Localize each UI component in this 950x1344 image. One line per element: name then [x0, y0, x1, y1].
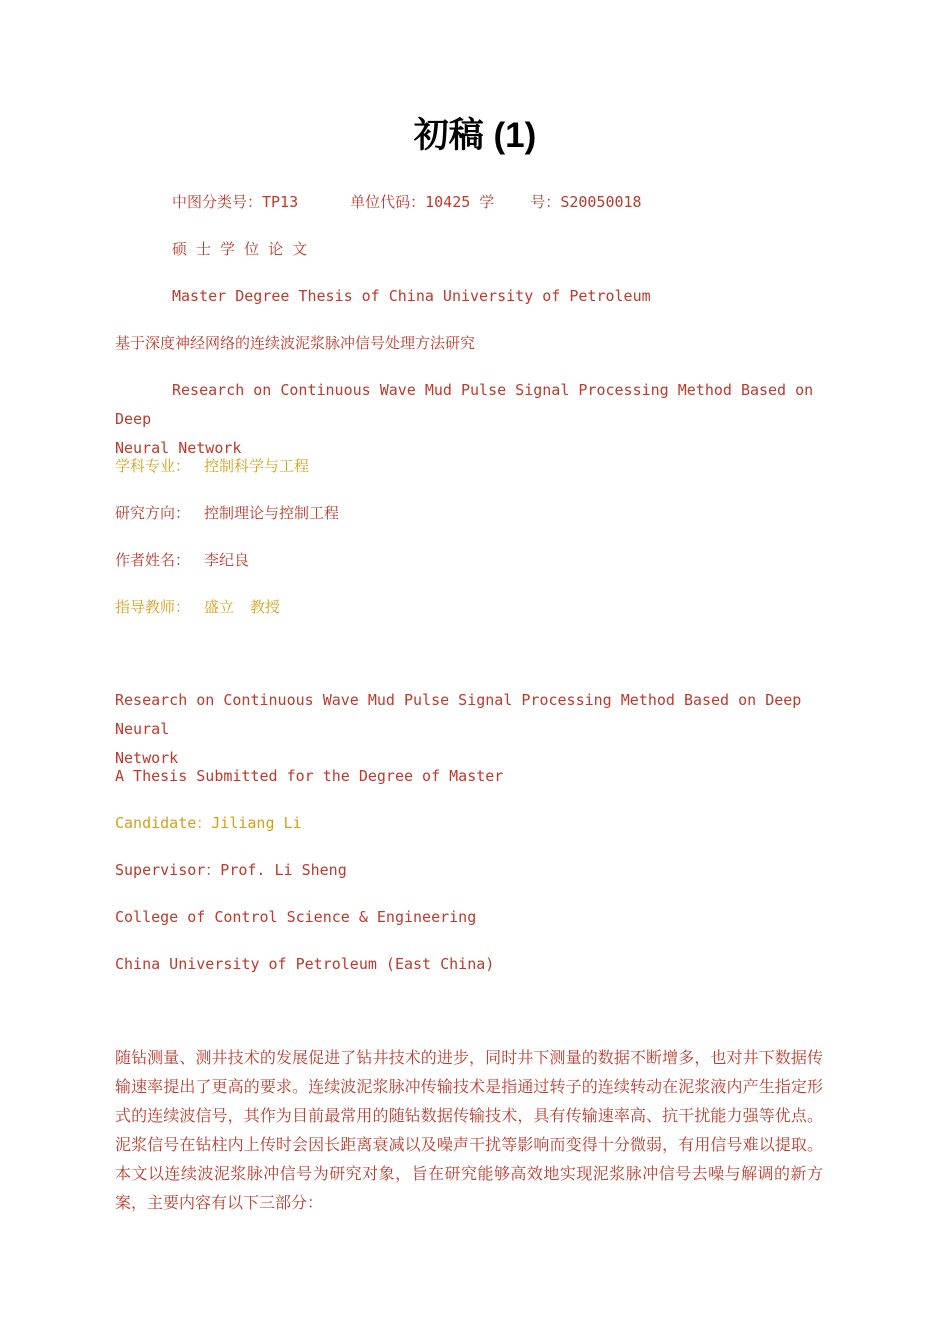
thesis-title-en-line2: Neural Network	[115, 439, 242, 457]
unit-code: 单位代码：10425 学	[350, 193, 495, 211]
student-number: 号：S20050018	[530, 193, 642, 211]
author-value: 李纪良	[204, 551, 250, 569]
degree-type-en: Master Degree Thesis of China University of Petroleum	[172, 287, 651, 305]
university-en: China University of Petroleum (East China)	[115, 955, 495, 973]
direction-value: 控制理论与控制工程	[204, 504, 340, 522]
major-label: 学科专业：	[115, 457, 191, 475]
supervisor-row-cn	[115, 593, 280, 622]
major-value: 控制科学与工程	[204, 457, 310, 475]
supervisor-en: Supervisor：Prof. Li Sheng	[115, 861, 347, 879]
supervisor-title: 教授	[250, 598, 281, 616]
thesis-title-cn: 基于深度神经网络的连续波泥浆脉冲信号处理方法研究	[115, 334, 476, 352]
candidate-en: Candidate：Jiliang Li	[115, 814, 302, 832]
major-row	[115, 452, 309, 481]
thesis-title-en	[115, 376, 820, 463]
direction-label: 研究方向：	[115, 504, 191, 522]
submitted-for-degree: A Thesis Submitted for the Degree of Master	[115, 767, 504, 785]
direction-row	[115, 499, 339, 528]
classification-number: 中图分类号：TP13	[172, 193, 299, 211]
supervisor-name: 盛立	[204, 598, 235, 616]
degree-type-cn: 硕 士 学 位 论 文	[172, 240, 308, 258]
college-en: College of Control Science & Engineering	[115, 908, 477, 926]
author-label: 作者姓名：	[115, 551, 191, 569]
thesis-title-en-repeat	[115, 686, 820, 773]
thesis-title-en-line1: Research on Continuous Wave Mud Pulse Signal Processing Method Based on Deep	[115, 381, 814, 428]
document-title: 初稿 (1)	[413, 116, 537, 155]
thesis-title-en-repeat-line1: Research on Continuous Wave Mud Pulse Signal Processing Method Based on Deep Neural	[115, 691, 802, 738]
abstract-paragraph: 随钻测量、测井技术的发展促进了钻井技术的进步，同时井下测量的数据不断增多，也对井下数据传输速率提出了更高的要求。连续波泥浆脉冲传输技术是指通过转子的连续转动在泥浆液内产生指定形式的连续波信号，其作为目前最常用的随钻数据传输技术，具有传输速率高、抗干扰能力强等优点。泥浆信号在钻柱内上传时会因长距离衰减以及噪声干扰等影响而变得十分微弱，有用信号难以提取。本文以连续波泥浆脉冲信号为研究对象，旨在研究能够高效地实现泥浆脉冲信号去噪与解调的新方案，主要内容有以下三部分：	[115, 1048, 823, 1212]
header-line	[172, 188, 642, 217]
author-row	[115, 546, 249, 575]
supervisor-label: 指导教师：	[115, 598, 191, 616]
thesis-title-en-repeat-line2: Network	[115, 749, 179, 767]
